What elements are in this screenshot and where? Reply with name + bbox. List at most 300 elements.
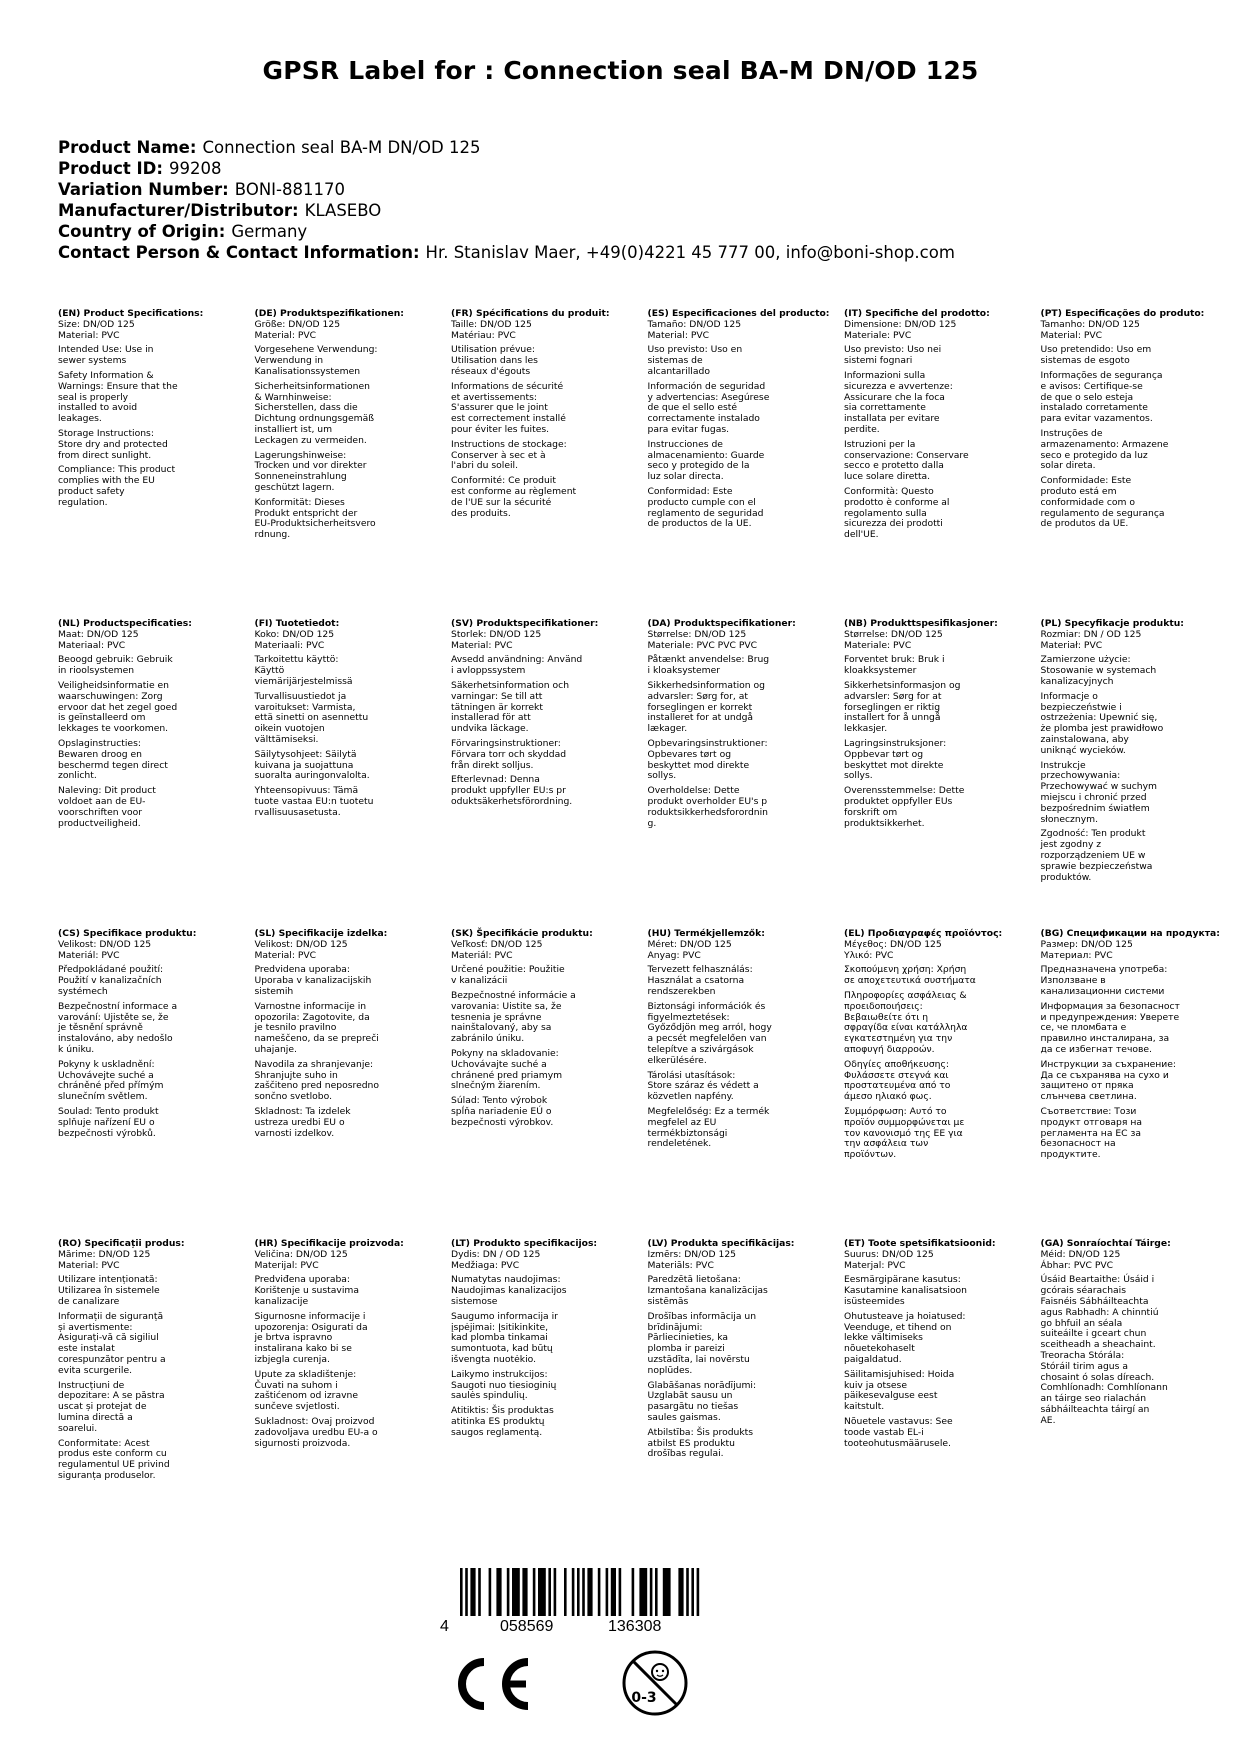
spec-line: Tamaño: DN/OD 125 [647,318,742,330]
spec-line: Úsáid Beartaithe: Úsáid i [1040,1274,1155,1286]
spec-title: (HR) Specifikacije proizvoda: [254,1238,404,1249]
spec-line: solar direta. [1040,460,1096,472]
spec-line: Overensstemmelse: Dette [844,785,965,797]
spec-line: regolamento sulla [844,507,927,519]
spec-line: je brtva ispravno [254,1332,333,1344]
spec-line: Suurus: DN/OD 125 [844,1248,934,1260]
spec-line: bezpośrednim światłem [1040,802,1150,814]
spec-line: sistemih [254,985,294,997]
spec-line: защитено от пряка [1040,1080,1134,1092]
spec-title: (SV) Produktspecifikationer: [451,618,599,629]
spec-line: Οδηγίες αποθήκευσης: [844,1058,949,1070]
spec-line: ustreza uredbi EU o [254,1116,345,1128]
spec-line: регламента на ЕС за [1040,1127,1142,1139]
spec-line: Trocken und vor direkter [254,460,367,472]
spec-line: rvallisuusasetusta. [254,806,341,818]
info-row [58,179,955,200]
spec-line: Размер: DN/OD 125 [1040,938,1133,950]
spec-column [844,619,1022,829]
barcode-bar [465,1568,468,1616]
spec-line: Lagerungshinweise: [254,449,347,461]
barcode-bar [655,1568,658,1616]
ce-mark-icon [448,1654,534,1714]
spec-line: bezpečnosti výrobků. [58,1127,156,1139]
spec-title: (BG) Спецификации на продукта: [1040,928,1220,939]
spec-line: reglamento de seguridad [647,507,764,519]
spec-line: zaščiteno pred neposredno [254,1080,379,1092]
barcode-bar [598,1568,601,1616]
spec-line: Conformità: Questo [844,485,934,497]
spec-line: Uporaba v kanalizacijskih [254,975,372,987]
spec-line: uniknąć wycieków. [1040,744,1126,756]
spec-column [648,1239,826,1460]
spec-line: produkt uppfyller EU:s pr [451,785,566,797]
spec-line: Material: PVC [58,329,120,341]
spec-line: telepítve a szivárgások [647,1043,754,1055]
spec-line: product safety [58,485,125,497]
spec-line: isüsteemides [844,1295,905,1307]
barcode-bar [533,1568,536,1616]
spec-line: Asigurați-vă că sigiliul [58,1332,159,1344]
spec-line: armazenamento: Armazene [1040,438,1169,450]
barcode-bar [507,1568,510,1616]
spec-column [844,309,1022,541]
spec-line: правилно инсталирана, за [1040,1033,1170,1045]
barcode-bar [489,1568,492,1616]
spec-line: installiert ist, um [254,423,333,435]
spec-line: Bezpečnostní informace a [58,1000,178,1012]
spec-line: išvengta nuotėkio. [451,1353,537,1365]
barcode-bar [478,1568,481,1616]
barcode-lead-digit: 4 [440,1618,449,1635]
spec-line: Assicurare che la foca [844,391,945,403]
spec-line: sistēmās [647,1295,689,1307]
spec-line: chráněné před přímým [58,1080,164,1092]
spec-line: sewer systems [58,355,127,367]
spec-line: sistemi fognari [844,355,913,367]
spec-title: (GA) Sonraíochtaí Táirge: [1040,1238,1171,1249]
spec-line: Mărime: DN/OD 125 [58,1248,151,1260]
spec-line: Συμμόρφωση: Αυτό το [844,1105,947,1117]
spec-line: sicurezza dei prodotti [844,518,943,530]
info-value: Germany [231,222,308,241]
spec-title: (ET) Toote spetsifikatsioonid: [844,1238,996,1249]
spec-line: Sukladnost: Ovaj proizvod [254,1415,375,1427]
spec-line: från direkt solljus. [451,759,534,771]
spec-line: tooteohutusmäärusele. [844,1437,951,1449]
spec-line: Glabāšanas norādījumi: [647,1379,757,1391]
spec-line: Materiale: PVC [844,329,912,341]
spec-line: Store dry and protected [58,438,168,450]
spec-line: Съответствие: Този [1040,1105,1137,1117]
spec-line: Използване в [1040,975,1106,987]
spec-line: Tamanho: DN/OD 125 [1040,318,1140,330]
spec-line: Υλικό: PVC [844,949,894,961]
spec-line: Paredzētā lietošana: [647,1274,741,1286]
spec-line: lekkasjer. [844,723,888,735]
spec-line: alcantarillado [647,365,710,377]
spec-line: продуктите. [1040,1149,1101,1161]
spec-line: sunčeve svjetlosti. [254,1401,340,1413]
spec-line: Да се съхранява на сухо и [1040,1069,1169,1081]
spec-line: beskyttet mod direkte [647,759,750,771]
spec-title: (NB) Produkttspesifikasjoner: [844,618,998,629]
spec-line: EU-Produktsicherheitsvero [254,518,376,530]
spec-line: waarschuwingen: Zorg [58,690,163,702]
age-warning-text: 0-3 [631,1690,657,1706]
info-value: Hr. Stanislav Maer, +49(0)4221 45 777 00, info@boni-shop.com [425,243,955,262]
spec-row [58,619,1238,919]
spec-line: productveiligheid. [58,817,141,829]
spec-line: välttämiseksi. [254,733,319,745]
spec-line: viemärijärjestelmissä [254,675,353,687]
spec-line: Size: DN/OD 125 [58,318,135,330]
spec-line: слънчева светлина. [1040,1091,1137,1103]
spec-line: & Warnhinweise: [254,391,332,403]
spec-line: prodotto è conforme al [844,496,950,508]
spec-line: pasargātu no tiešas [647,1401,739,1413]
spec-line: Méid: DN/OD 125 [1040,1248,1121,1260]
spec-row [58,309,1238,609]
spec-line: para evitar fugas. [647,423,730,435]
spec-line: Pārliecinieties, ka [647,1332,729,1344]
barcode-bar [496,1568,501,1616]
info-label: Country of Origin: [58,222,226,241]
spec-line: Instructions de stockage: [451,438,567,450]
spec-line: jest zgodny z [1040,839,1102,851]
spec-line: producto cumple con el [647,496,756,508]
spec-line: je těsnění správně [58,1022,143,1034]
spec-line: produktet oppfyller EUs [844,795,953,807]
spec-line: Varnostne informacije in [254,1000,367,1012]
spec-line: Sikkerhedsinformation og [647,679,765,691]
info-label: Manufacturer/Distributor: [58,201,299,220]
spec-line: ostrzeżenia: Upewnić się, [1040,712,1158,724]
spec-line: Beoogd gebruik: Gebruik [58,654,173,666]
spec-title: (FI) Tuotetiedot: [254,618,340,629]
spec-line: S'assurer que le joint [451,402,548,414]
spec-line: sábháilteachta táirgí an [1040,1403,1150,1415]
label-title: GPSR Label for : Connection seal BA-M DN/OD 125 [262,56,979,85]
spec-line: канализационни системи [1040,985,1165,997]
spec-line: lækager. [647,723,688,735]
spec-line: Säkerhetsinformation och [451,679,570,691]
spec-line: αποφυγή διαρροών. [844,1043,935,1055]
spec-title: (CS) Specifikace produktu: [58,928,197,939]
spec-line: voorschriften voor [58,806,142,818]
spec-line: Intended Use: Use in [58,344,154,356]
spec-line: Материал: PVC [1040,949,1113,961]
spec-line: Materijal: PVC [254,1259,319,1271]
spec-line: zainstalowana, aby [1040,733,1129,745]
spec-line: Pokyny k uskladnění: [58,1058,155,1070]
spec-line: Vorgesehene Verwendung: [254,344,378,356]
spec-line: Conserver à sec et à [451,449,546,461]
spec-line: Uchovávejte suché a [58,1069,154,1081]
spec-line: kuivana ja suojattuna [254,759,354,771]
spec-line: Sigurnosne informacije i [254,1310,366,1322]
spec-line: Informações de segurança [1040,369,1163,381]
spec-line: τον κανονισμό της ΕΕ για [844,1127,963,1139]
spec-line: sceitheadh a sheachaint. [1040,1339,1156,1351]
spec-line: regulamentul UE privind [58,1459,170,1471]
spec-line: Material: PVC [254,329,317,341]
spec-column [58,309,236,509]
spec-line: kanalizacyjnych [1040,675,1114,687]
spec-line: Materjal: PVC [844,1259,906,1271]
spec-line: roduktsikkerhedsforordnin [647,806,768,818]
spec-line: toode vastab EL-i [844,1426,924,1438]
spec-line: kanalizacije [254,1295,309,1307]
spec-line: atitinka ES produktų [451,1415,545,1427]
spec-line: да се избегнат течове. [1040,1043,1152,1055]
spec-line: Sonneneinstrahlung [254,471,347,483]
spec-line: megfelel az EU [647,1116,717,1128]
spec-line: Instrukcje [1040,759,1086,771]
spec-line: forskrift om [844,806,898,818]
spec-line: conservazione: Conservare [844,449,969,461]
spec-line: Safety Information & [58,369,154,381]
spec-line: Avsedd användning: Använd [451,654,583,666]
spec-line: Saugumo informacija ir [451,1310,558,1322]
spec-column [58,1239,236,1482]
spec-line: i avloppssystem [451,665,526,677]
spec-line: Materiale: PVC [844,639,912,651]
spec-line: tätningen är korrekt [451,701,543,713]
spec-line: seal is properly [58,391,129,403]
spec-line: Istruzioni per la [844,438,916,450]
spec-line: Instrucciones de [647,438,723,450]
spec-line: from direct sunlight. [58,449,152,461]
spec-line: y advertencias: Asegúrese [647,391,770,403]
spec-line: Oppbevar tørt og [844,748,924,760]
info-label: Contact Person & Contact Information: [58,243,420,262]
spec-title: (NL) Productspecificaties: [58,618,192,629]
spec-line: Utilisation dans les [451,355,538,367]
spec-line: Tervezett felhasználás: [647,964,753,976]
spec-line: sistemas de esgoto [1040,355,1130,367]
spec-line: Yhteensopivuus: Tämä [254,785,359,797]
spec-line: Skladnost: Ta izdelek [254,1105,351,1117]
spec-line: Material: PVC [1040,329,1103,341]
spec-line: sumontuota, kad būtų [451,1343,553,1355]
spec-line: Conformidad: Este [647,485,733,497]
spec-line: beschermd tegen direct [58,759,168,771]
spec-line: Produkt entspricht der [254,507,358,519]
spec-line: Warnings: Ensure that the [58,380,178,392]
spec-line: προϊόν συμμορφώνεται με [844,1116,965,1128]
spec-line: Ohutusteave ja hoiatused: [844,1310,966,1322]
spec-line: Navodila za shranjevanje: [254,1058,374,1070]
spec-line: Leckagen zu vermeiden. [254,434,367,446]
spec-line: Stóráil tirim agus a [1040,1360,1128,1372]
info-row [58,221,955,242]
spec-line: την ασφάλεια των [844,1138,929,1150]
spec-line: Μέγεθος: DN/OD 125 [844,938,942,950]
spec-title: (DA) Produktspecifikationer: [647,618,796,629]
spec-line: réseaux d'égouts [451,365,531,377]
spec-line: a pecsét megfelelően van [647,1033,767,1045]
spec-line: sia correttamente [844,402,926,414]
barcode-bar [554,1568,557,1616]
spec-line: Velikost: DN/OD 125 [58,938,152,950]
spec-line: Conformité: Ce produit [451,475,556,487]
spec-line: este instalat [58,1343,115,1355]
spec-line: Naleving: Dit product [58,785,156,797]
barcode-bar [663,1568,671,1616]
spec-line: продукт отговаря на [1040,1116,1142,1128]
age-warning-icon [620,1648,690,1718]
spec-line: sollys. [647,770,677,782]
spec-title: (PL) Specyfikacje produktu: [1040,618,1184,629]
spec-column [255,929,433,1139]
spec-title: (ES) Especificaciones del producto: [647,308,830,319]
spec-line: Dydis: DN / OD 125 [451,1248,541,1260]
spec-column [648,619,826,829]
spec-title: (LV) Produkta specifikācijas: [647,1238,795,1249]
spec-line: Veľkosť: DN/OD 125 [451,938,543,950]
spec-line: forseglingen er korrekt [647,701,753,713]
spec-line: Instrucțiuni de [58,1379,125,1391]
spec-line: Størrelse: DN/OD 125 [844,628,943,640]
spec-line: Conformidade: Este [1040,475,1132,487]
spec-line: complies with the EU [58,475,155,487]
spec-title: (LT) Produkto specifikacijos: [451,1238,598,1249]
spec-line: produto está em [1040,485,1117,497]
spec-line: Uzglabāt sausu un [647,1390,733,1402]
spec-line: Nõuetele vastavus: See [844,1415,953,1427]
spec-line: evita scurgerile. [58,1364,133,1376]
spec-line: Určené použitie: Použitie [451,964,565,976]
spec-line: Förvaringsinstruktioner: [451,737,561,749]
barcode-bar [587,1568,592,1616]
spec-line: Materiał: PVC [1040,639,1103,651]
spec-line: Förvara torr och skyddad [451,748,567,760]
spec-line: v kanalizácii [451,975,508,987]
spec-line: Efterlevnad: Denna [451,774,540,786]
barcode-bar [697,1568,700,1616]
barcode-bar [577,1568,580,1616]
spec-line: instalado corretamente [1040,402,1148,414]
spec-line: advarsler: Sørg for, at [647,690,748,702]
spec-line: advarsler: Sørg for at [844,690,942,702]
spec-line: įspėjimai: Įsitikinkite, [451,1321,549,1333]
spec-line: brīdinājumi: [647,1321,703,1333]
barcode-bar [611,1568,616,1616]
spec-line: de productos de la UE. [647,518,752,530]
spec-title: (EL) Προδιαγραφές προϊόντος: [844,928,1003,939]
spec-line: προειδοποιήσεις: [844,1000,923,1012]
spec-line: Taille: DN/OD 125 [451,318,532,330]
spec-line: Predviđena uporaba: [254,1274,351,1286]
spec-line: Koko: DN/OD 125 [254,628,335,640]
spec-line: figyelmeztetések: [647,1011,730,1023]
spec-line: Предназначена употреба: [1040,964,1168,976]
info-row [58,200,955,221]
spec-line: installert for å unngå [844,712,941,724]
info-value: Connection seal BA-M DN/OD 125 [202,138,481,157]
spec-line: izbjegla curenja. [254,1353,330,1365]
barcode-bar [691,1568,694,1616]
spec-line: siguranța produselor. [58,1469,156,1481]
spec-line: leakages. [58,413,102,425]
spec-row [58,929,1238,1229]
spec-line: de que o selo esteja [1040,391,1134,403]
spec-line: Käyttö [254,665,285,677]
spec-line: varoitukset: Varmista, [254,701,356,713]
spec-line: kuiv ja otsese [844,1379,907,1391]
spec-line: Numatytas naudojimas: [451,1274,561,1286]
spec-line: Størrelse: DN/OD 125 [647,628,747,640]
spec-line: an táirge seo rialachán [1040,1393,1147,1405]
spec-line: de produtos da UE. [1040,518,1129,530]
spec-line: Anyag: PVC [647,949,701,961]
spec-line: että sinetti on asennettu [254,712,369,724]
spec-line: Größe: DN/OD 125 [254,318,341,330]
spec-line: Material: PVC [451,639,513,651]
spec-line: AE. [1040,1414,1056,1426]
spec-column [58,929,236,1139]
spec-line: Izmērs: DN/OD 125 [647,1248,737,1260]
spec-line: și avertismente: [58,1321,133,1333]
spec-line: Turvallisuustiedot ja [254,690,347,702]
spec-line: luz solar directa. [647,471,724,483]
spec-line: de que el sello esté [647,402,738,414]
spec-column [255,1239,433,1449]
spec-title: (FR) Spécifications du produit: [451,308,610,319]
spec-line: uscat și protejat de [58,1401,147,1413]
info-row [58,242,955,263]
spec-line: Opbevares tørt og [647,748,732,760]
spec-line: Verwendung in [254,355,324,367]
barcode-bar [606,1568,609,1616]
spec-line: Instruções de [1040,427,1103,439]
spec-line: lekkages te voorkomen. [58,723,169,735]
spec-line: Materiál: PVC [58,949,120,961]
spec-line: Drošības informācija un [647,1310,757,1322]
spec-line: Treoracha Stórála: [1040,1349,1125,1361]
spec-line: undvika läckage. [451,723,529,735]
spec-line: varovania: Uistite sa, že [451,1000,562,1012]
spec-line: sicurezza e avvertenze: [844,380,953,392]
spec-line: zadovoljava uredbu EU-a o [254,1426,378,1438]
spec-line: Overholdelse: Dette [647,785,740,797]
spec-line: päikesevalguse eest [844,1390,938,1402]
spec-line: regulamento de segurança [1040,507,1165,519]
spec-line: Sikkerhetsinformasjon og [844,679,961,691]
spec-line: Naudojimas kanalizacijos [451,1285,567,1297]
spec-line: Φυλάσσετε στεγνά και [844,1069,949,1081]
spec-line: Opbevaringsinstruktioner: [647,737,768,749]
info-row [58,158,955,179]
spec-line: Utilizarea în sistemele [58,1285,160,1297]
spec-line: nameščeno, da se prepreči [254,1033,379,1045]
spec-line: Shranjujte suho in [254,1069,338,1081]
spec-line: Lagringsinstruksjoner: [844,737,947,749]
spec-line: Tarkoitettu käyttö: [254,654,339,666]
barcode-bar [564,1568,567,1616]
spec-column [255,619,433,819]
spec-line: opozorila: Zagotovite, da [254,1011,370,1023]
spec-line: seco y protegido de la [647,460,750,472]
spec-line: że plomba jest prawidłowo [1040,723,1164,735]
spec-line: termékbiztonsági [647,1127,728,1139]
barcode-bar [548,1568,551,1616]
spec-row [58,1239,1238,1539]
spec-line: Méret: DN/OD 125 [647,938,732,950]
spec-line: is geïnstalleerd om [58,712,146,724]
spec-title: (SL) Specifikacije izdelka: [254,928,388,939]
